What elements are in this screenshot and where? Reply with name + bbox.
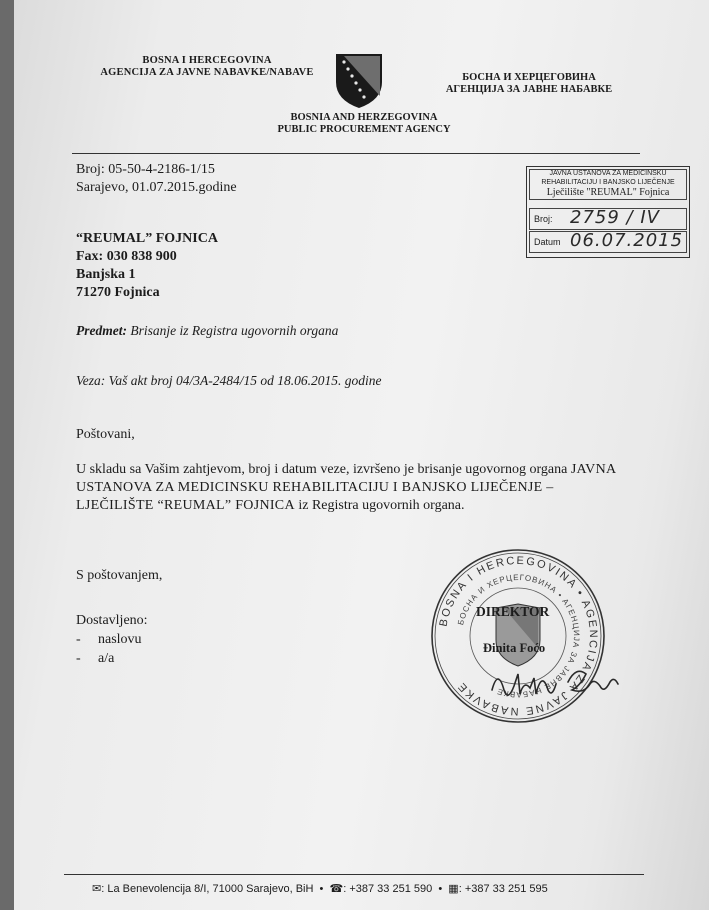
closing: S poštovanjem, — [76, 568, 163, 583]
recipient-name: “REUMAL” FOJNICA — [76, 231, 218, 246]
header-divider — [72, 153, 640, 154]
letter-body — [76, 461, 632, 515]
letter-page — [14, 0, 709, 910]
country-name-latin: BOSNA I HERCEGOVINA — [142, 55, 272, 66]
stamp-institution-line1: JAVNA USTANOVA ZA MEDICINSKU — [549, 170, 667, 177]
body-intro: U skladu sa Vašim zahtjevom, broj i datum veze, izvršeno je brisanje ugovornog organa — [76, 462, 568, 477]
stamp-number-value: 2759 / IV — [570, 207, 660, 228]
stamp-date-label: Datum — [534, 237, 561, 247]
fax-icon: ▦ — [448, 883, 459, 895]
subject-line — [76, 323, 338, 339]
distribution-item-text: a/a — [98, 651, 115, 666]
signatory-name: Đinita Foćo — [483, 641, 546, 655]
seal-ring-text: BOSNA I HERCEGOVINA • AGENCIJA ZA JAVNE NABAVKE — [437, 554, 600, 718]
stamp-institution-line2: REHABILITACIJU I BANJSKO LIJEČENJE — [541, 178, 675, 186]
body-outro: iz Registra ugovornih organa. — [294, 498, 465, 513]
agency-name-cyrillic — [429, 72, 629, 96]
agency-title-cyrillic: АГЕНЦИЈА ЗА ЈАВНЕ НАБАВКЕ — [445, 84, 613, 95]
reference-date: Sarajevo, 01.07.2015.godine — [76, 180, 237, 195]
distribution-item: - naslovu — [76, 632, 142, 647]
distribution-label: Dostavljeno: — [76, 613, 148, 628]
reference-link-line: Veza: Vaš akt broj 04/3A-2484/15 od 18.06.2015. godine — [76, 373, 382, 388]
footer-divider — [64, 874, 644, 875]
agency-name-english — [264, 112, 464, 136]
agency-name-latin — [82, 55, 332, 79]
stamp-institution — [529, 169, 687, 200]
footer-fax: +387 33 251 595 — [464, 883, 548, 895]
body-institution-name: JAVNA USTANOVA ZA MEDICINSKU REHABILITACIJU I BANJSKO LIJEČENJE – LJEČILIŠTE “REUMAL” FOJNICA — [76, 462, 616, 513]
greeting: Poštovani, — [76, 427, 135, 442]
agency-title-english: PUBLIC PROCUREMENT AGENCY — [277, 124, 451, 135]
stamp-date-value: 06.07.2015 — [570, 230, 684, 251]
footer-phone: +387 33 251 590 — [349, 883, 433, 895]
received-stamp — [526, 166, 690, 258]
subject-label: Predmet: — [76, 323, 127, 338]
recipient-street: Banjska 1 — [76, 267, 136, 282]
footer-contacts: ✉: La Benevolencija 8/I, 71000 Sarajevo, BiH • ☎: +387 33 251 590 • ▦: +387 33 251 595 — [92, 883, 548, 895]
footer-address: La Benevolencija 8/I, 71000 Sarajevo, BiH — [107, 883, 314, 895]
reference-block — [76, 161, 237, 197]
agency-title-latin: AGENCIJA ZA JAVNE NABAVKE/NABAVE — [100, 67, 314, 78]
stamp-number-row — [529, 208, 687, 230]
stamp-institution-name: Lječilište "REUMAL" Fojnica — [546, 187, 670, 198]
recipient-fax: Fax: 030 838 900 — [76, 249, 177, 264]
stamp-number-label: Broj: — [534, 214, 553, 224]
handwritten-signature — [484, 660, 624, 705]
reference-number: Broj: 05-50-4-2186-1/15 — [76, 162, 215, 177]
signatory-title: DIREKTOR — [476, 604, 550, 619]
distribution-item-text: naslovu — [98, 632, 142, 647]
country-name-english: BOSNIA AND HERZEGOVINA — [290, 112, 438, 123]
recipient-address — [76, 230, 218, 302]
subject-text: Brisanje iz Registra ugovornih organa — [126, 323, 339, 338]
country-name-cyrillic: БОСНА И ХЕРЦЕГОВИНА — [462, 72, 596, 83]
envelope-icon: ✉ — [92, 883, 102, 895]
seal-inner-text: БОСНА И ХЕРЦЕГОВИНА • АГЕНЦИЈА ЗА ЈАВНЕ НАБАВКЕ — [456, 572, 582, 700]
phone-icon: ☎ — [329, 883, 344, 895]
stamp-date-row — [529, 231, 687, 253]
distribution-list — [76, 611, 148, 668]
coat-of-arms-icon — [334, 52, 384, 110]
distribution-item: - a/a — [76, 651, 115, 666]
recipient-city: 71270 Fojnica — [76, 285, 160, 300]
